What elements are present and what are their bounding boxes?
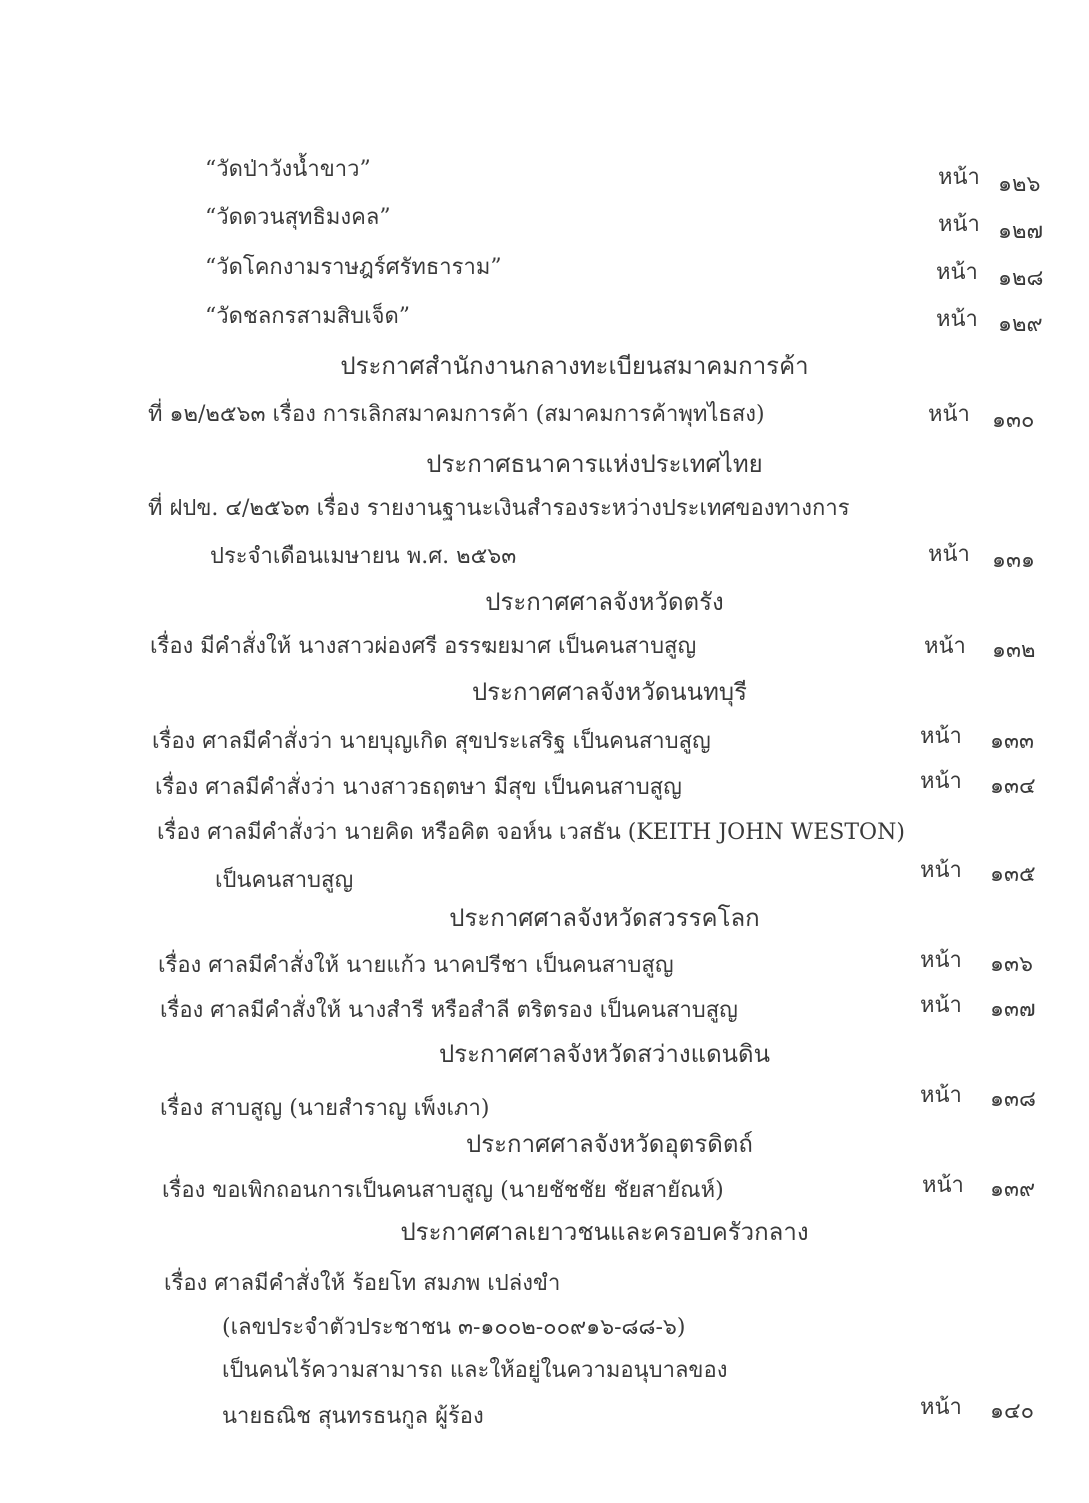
page-number: ๑๓๐: [992, 408, 1035, 433]
page-label: หน้า: [928, 542, 970, 567]
entry-text: “วัดป่าวังน้ำขาว”: [205, 157, 371, 182]
entry-text: “วัดชลกรสามสิบเจ็ด”: [205, 304, 411, 329]
page-number: ๑๓๑: [992, 548, 1035, 573]
page-label: หน้า: [920, 724, 962, 749]
section-heading: ประกาศศาลจังหวัดสวรรคโลก: [449, 904, 760, 932]
entry-text: (เลขประจำตัวประชาชน ๓-๑๐๐๒-๐๐๙๑๖-๘๘-๖): [222, 1315, 686, 1340]
section-heading: ประกาศศาลจังหวัดตรัง: [485, 588, 724, 616]
entry-text: ที่ ฝปข. ๔/๒๕๖๓ เรื่อง รายงานฐานะเงินสำรองระหว่างประเทศของทางการ: [148, 496, 850, 521]
entry-text: เรื่อง ศาลมีคำสั่งว่า นายบุญเกิด สุขประเสริฐ เป็นคนสาบสูญ: [152, 729, 711, 754]
section-heading: ประกาศศาลจังหวัดนนทบุรี: [471, 678, 748, 706]
entry-text: “วัดโคกงามราษฎร์ศรัทธาราม”: [205, 255, 502, 280]
entry-text: “วัดดวนสุทธิมงคล”: [205, 205, 391, 230]
section-heading: ประกาศศาลจังหวัดอุตรดิตถ์: [466, 1130, 753, 1158]
entry-text: นายธณิช สุนทรธนกูล ผู้ร้อง: [222, 1404, 484, 1429]
page-number: ๑๓๙: [990, 1177, 1036, 1202]
entry-text: ประจำเดือนเมษายน พ.ศ. ๒๕๖๓: [210, 544, 517, 569]
entry-text: ที่ ๑๒/๒๕๖๓ เรื่อง การเลิกสมาคมการค้า (สมาคมการค้าพุทไธสง): [148, 402, 765, 427]
section-heading: ประกาศสำนักงานกลางทะเบียนสมาคมการค้า: [340, 352, 809, 380]
page-label: หน้า: [922, 1173, 964, 1198]
page-label: หน้า: [924, 634, 966, 659]
page-label: หน้า: [938, 165, 980, 190]
page-label: หน้า: [938, 212, 980, 237]
entry-text: เรื่อง ขอเพิกถอนการเป็นคนสาบสูญ (นายชัชชัย ชัยสายัณห์): [162, 1178, 724, 1203]
section-heading: ประกาศศาลจังหวัดสว่างแดนดิน: [438, 1040, 771, 1068]
page-label: หน้า: [920, 1395, 962, 1420]
page-label: หน้า: [920, 858, 962, 883]
page-number: ๑๓๖: [990, 952, 1033, 977]
page-label: หน้า: [920, 948, 962, 973]
page-number: ๑๓๓: [990, 729, 1035, 754]
page-number: ๑๒๙: [998, 312, 1043, 337]
entry-text: เรื่อง สาบสูญ (นายสำราญ เพ็งเภา): [160, 1096, 490, 1121]
entry-text: เป็นคนไร้ความสามารถ และให้อยู่ในความอนุบาลของ: [222, 1358, 728, 1383]
page-label: หน้า: [920, 769, 962, 794]
page-number: ๑๓๒: [992, 638, 1036, 663]
page-label: หน้า: [920, 1083, 962, 1108]
entry-text: เป็นคนสาบสูญ: [215, 868, 354, 893]
page-number: ๑๓๘: [990, 1087, 1036, 1112]
page-number: ๑๓๕: [990, 862, 1036, 887]
entry-text: เรื่อง ศาลมีคำสั่งว่า นายคิด หรือคิต จอห์น เวสธัน (KEITH JOHN WESTON): [157, 820, 905, 845]
page-number: ๑๒๖: [998, 172, 1041, 197]
entry-text: เรื่อง ศาลมีคำสั่งให้ นายแก้ว นาคปรีชา เป็นคนสาบสูญ: [158, 953, 674, 978]
entry-text: เรื่อง มีคำสั่งให้ นางสาวผ่องศรี อรรฆยมาศ เป็นคนสาบสูญ: [150, 634, 697, 659]
page-label: หน้า: [920, 993, 962, 1018]
page-label: หน้า: [928, 402, 970, 427]
entry-text: เรื่อง ศาลมีคำสั่งว่า นางสาวธฤตษา มีสุข เป็นคนสาบสูญ: [155, 775, 682, 800]
page-label: หน้า: [936, 260, 978, 285]
page-number: ๑๓๗: [990, 997, 1036, 1022]
page-label: หน้า: [936, 307, 978, 332]
page-number: ๑๓๔: [990, 774, 1036, 799]
entry-text: เรื่อง ศาลมีคำสั่งให้ นางสำรี หรือสำลี ตริตรอง เป็นคนสาบสูญ: [160, 998, 738, 1023]
page-number: ๑๒๘: [998, 266, 1044, 291]
section-heading: ประกาศธนาคารแห่งประเทศไทย: [426, 450, 763, 478]
page-number: ๑๔๐: [990, 1399, 1035, 1424]
entry-text: เรื่อง ศาลมีคำสั่งให้ ร้อยโท สมภพ เปล่งขำ: [164, 1271, 561, 1296]
page-number: ๑๒๗: [998, 219, 1044, 244]
section-heading: ประกาศศาลเยาวชนและครอบครัวกลาง: [400, 1218, 809, 1246]
